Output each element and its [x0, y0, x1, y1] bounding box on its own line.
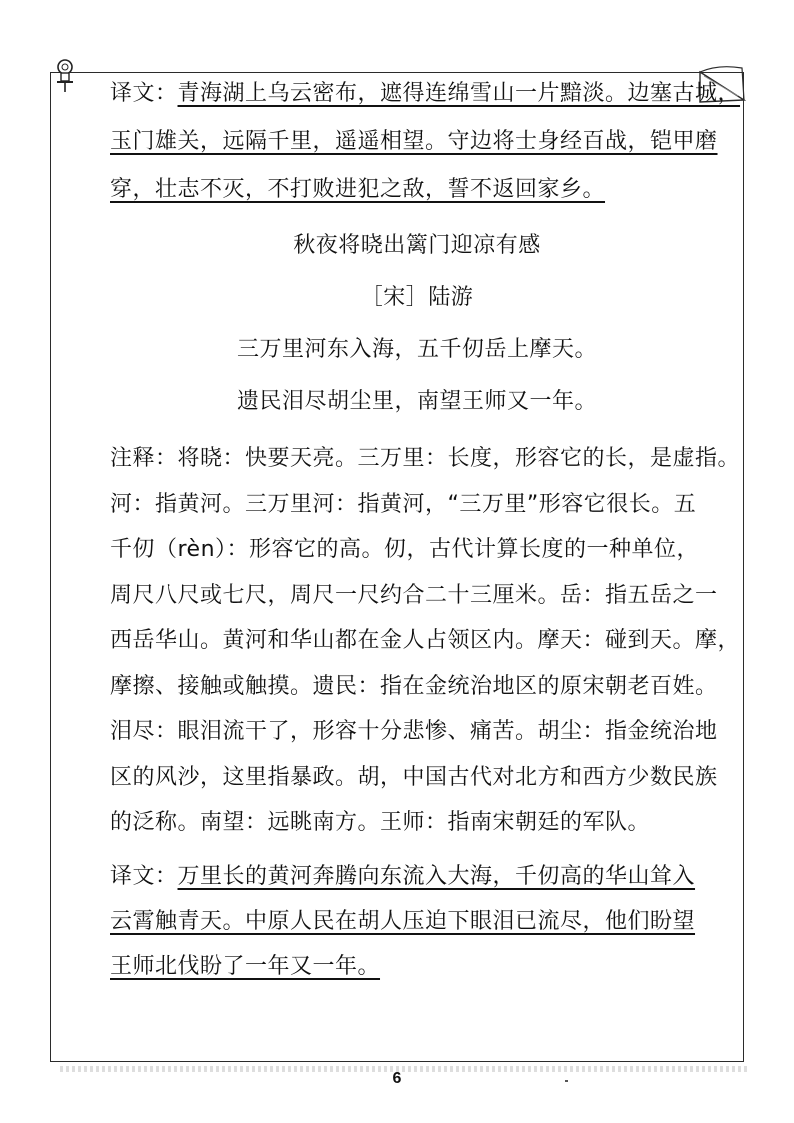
- note-line: 西岳华山。黄河和华山都在金人占领区内。摩天：碰到天。摩，: [110, 628, 741, 653]
- page-number: 6: [392, 1070, 402, 1087]
- note-line: 周尺八尺或七尺，周尺一尺约合二十三厘米。岳：指五岳之一: [110, 582, 718, 608]
- note-line: 区的风沙，这里指暴政。胡，中国古代对北方和西方少数民族: [110, 764, 718, 790]
- top-translation: [110, 70, 741, 214]
- note-line: 摩擦、接触或触摸。遗民：指在金统治地区的原宋朝老百姓。: [110, 673, 718, 699]
- poem-line: 三万里河东入海，五千仞岳上摩天。: [236, 337, 597, 362]
- note-line: 泪尽：眼泪流干了，形容十分悲惨、痛苦。胡尘：指金统治地: [110, 719, 718, 744]
- text-line: [110, 944, 724, 989]
- text-line: [110, 899, 724, 944]
- scan-speck: [565, 1080, 568, 1082]
- translation-text: 王师北伐盼了一年又一年。: [110, 953, 381, 979]
- poem-block: [110, 220, 724, 428]
- note-line: 的泛称。南望：远眺南方。王师：指南宋朝廷的军队。: [110, 810, 651, 835]
- poem-translation: [110, 854, 724, 989]
- poem-author: ［宋］陆游: [360, 285, 474, 310]
- poem-line: 遗民泪尽胡尘里，南望王师又一年。: [236, 389, 597, 414]
- note-line: 河：指黄河。三万里河：指黄河，“三万里”形容它很长。五: [110, 491, 697, 517]
- translation-text: 玉门雄关，远隔千里，遥遥相望。守边将士身经百战，铠甲磨: [110, 129, 718, 154]
- document-content: [110, 70, 741, 989]
- translation-text: 万里长的黄河奔腾向东流入大海，千仞高的华山耸入: [177, 863, 696, 889]
- translation-text: 穿，壮志不灭，不打败进犯之敌，誓不返回家乡。: [110, 177, 606, 202]
- text-line: [110, 854, 724, 899]
- text-line: [110, 70, 741, 118]
- translation-label: 译文：: [110, 81, 178, 106]
- translation-text: 云霄触青天。中原人民在胡人压迫下眼泪已流尽，他们盼望: [110, 908, 696, 934]
- annotations: [110, 436, 741, 846]
- poem-title: 秋夜将晓出篱门迎凉有感: [293, 233, 541, 258]
- note-line: 注释：将晓：快要天亮。三万里：长度，形容它的长，是虚指。: [110, 446, 741, 471]
- translation-label: 译文：: [110, 863, 178, 889]
- pushpin-icon: [52, 58, 78, 94]
- translation-text: 青海湖上乌云密布，遮得连绵雪山一片黯淡。边塞古城，: [177, 81, 741, 106]
- note-line: 千仞（rèn）：形容它的高。仞，古代计算长度的一种单位，: [110, 537, 700, 562]
